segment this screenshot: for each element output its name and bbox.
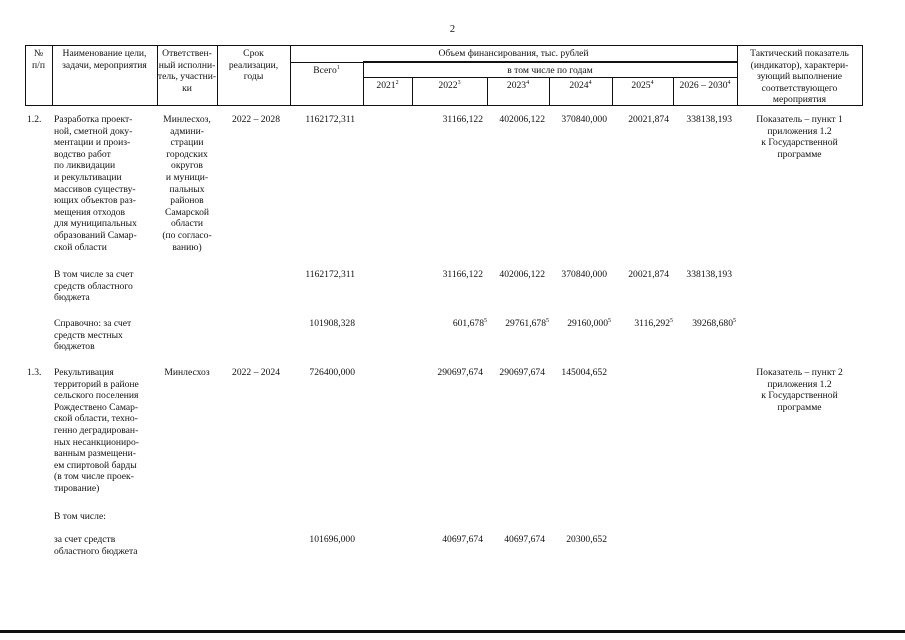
row-1-3-name: Рекультивация территорий в районе сельского поселения Рождествено Самар- ской области, техно- генно деградирован- ных несанкциониро- ванным размещени- ем спиртовой барды (в том числе проек- тирование) [54, 367, 139, 494]
header-year-2024: 2024$^4$ [569, 79, 592, 91]
row-1-2-2022: 31166,122 [442, 114, 483, 125]
header-year-2023: 2023$^4$ [506, 79, 530, 91]
row-1-2-2025: 20021,874 [628, 114, 669, 125]
header-responsible: Ответствен- ный исполни- тель, участни- ки [157, 48, 217, 94]
row-1-2-regional-2022: 31166,122 [442, 269, 483, 280]
row-1-2-regional-total: 1162172,311 [305, 269, 355, 280]
header-year-2026-2030: 2026 – 2030$^4$ [679, 79, 731, 91]
row-1-2-local-2026-2030: 39268,680$^5$ [692, 317, 736, 329]
row-1-2-regional-name: В том числе за счет средств областного бюджета [54, 269, 134, 304]
row-1-2-2023: 402006,122 [499, 114, 545, 125]
row-1-2-2024: 370840,000 [561, 114, 607, 125]
row-1-2-indicator: Показатель – пункт 1 приложения 1.2 к Государственной программе [756, 114, 843, 160]
header-year-2022: 2022$^3$ [438, 79, 461, 91]
row-1-3-including: В том числе: [54, 511, 106, 522]
row-1-3-no: 1.3. [27, 367, 42, 378]
header-no: № п/п [32, 48, 45, 71]
header-indicator: Тактический показатель (индикатор), характери- зующий выполнение соответствующего мероприятия [750, 48, 849, 105]
row-1-2-responsible: Минлесхоз, админи- страции городских округов и муници- пальных районов Самарской области (по согласо- ванию) [162, 114, 212, 253]
row-1-2-regional-2025: 20021,874 [628, 269, 669, 280]
row-1-2-regional-2023: 402006,122 [499, 269, 545, 280]
row-1-2-term: 2022 – 2028 [232, 114, 280, 125]
header-total: Всего$^1$ [313, 64, 340, 76]
row-1-3-regional-2024: 20300,652 [566, 534, 607, 545]
header-by-years: в том числе по годам [507, 65, 593, 76]
row-1-3-regional-name: за счет средств областного бюджета [54, 534, 138, 557]
total-header-rule [290, 62, 737, 63]
page-bottom-edge [0, 630, 905, 633]
row-1-3-indicator: Показатель – пункт 2 приложения 1.2 к Государственной программе [756, 367, 843, 413]
col-divider [862, 45, 863, 106]
row-1-2-regional-2024: 370840,000 [561, 269, 607, 280]
row-1-2-regional-2026-2030: 338138,193 [686, 269, 732, 280]
header-term: Срок реализации, годы [228, 48, 279, 82]
row-1-3-2024: 145004,652 [561, 367, 607, 378]
page-number: 2 [449, 24, 456, 35]
row-1-3-regional-2023: 40697,674 [504, 534, 545, 545]
row-1-2-local-total: 101908,328 [309, 318, 355, 329]
row-1-3-2023: 290697,674 [499, 367, 545, 378]
row-1-2-local-2024: 29160,000$^5$ [567, 317, 611, 329]
by-years-rule [363, 77, 737, 78]
row-1-3-term: 2022 – 2024 [232, 367, 280, 378]
row-1-2-local-2023: 29761,678$^5$ [505, 317, 549, 329]
row-1-2-total: 1162172,311 [305, 114, 355, 125]
row-1-3-regional-total: 101696,000 [309, 534, 355, 545]
row-1-3-responsible: Минлесхоз [164, 367, 210, 378]
row-1-2-local-name: Справочно: за счет средств местных бюджетов [54, 318, 132, 353]
row-1-2-2026-2030: 338138,193 [686, 114, 732, 125]
row-1-3-2022: 290697,674 [437, 367, 483, 378]
row-1-3-regional-2022: 40697,674 [442, 534, 483, 545]
header-year-2021: 2021$^2$ [376, 79, 399, 91]
row-1-2-local-2025: 3116,292$^5$ [634, 317, 673, 329]
row-1-2-local-2022: 601,678$^5$ [452, 317, 487, 329]
row-1-2-name: Разработка проект- ной, сметной доку- ментации и произ- водство работ по ликвидации и рекультивации массивов существу- ющих объектов раз- мещения отходов для муниципальных образований Самар- ской области [54, 114, 137, 253]
header-funding: Объем финансирования, тыс. рублей [438, 48, 589, 59]
row-1-2-no: 1.2. [27, 114, 42, 125]
header-year-2025: 2025$^4$ [631, 79, 654, 91]
row-1-3-total: 726400,000 [309, 367, 355, 378]
header-name: Наименование цели, задачи, мероприятия [62, 48, 147, 71]
